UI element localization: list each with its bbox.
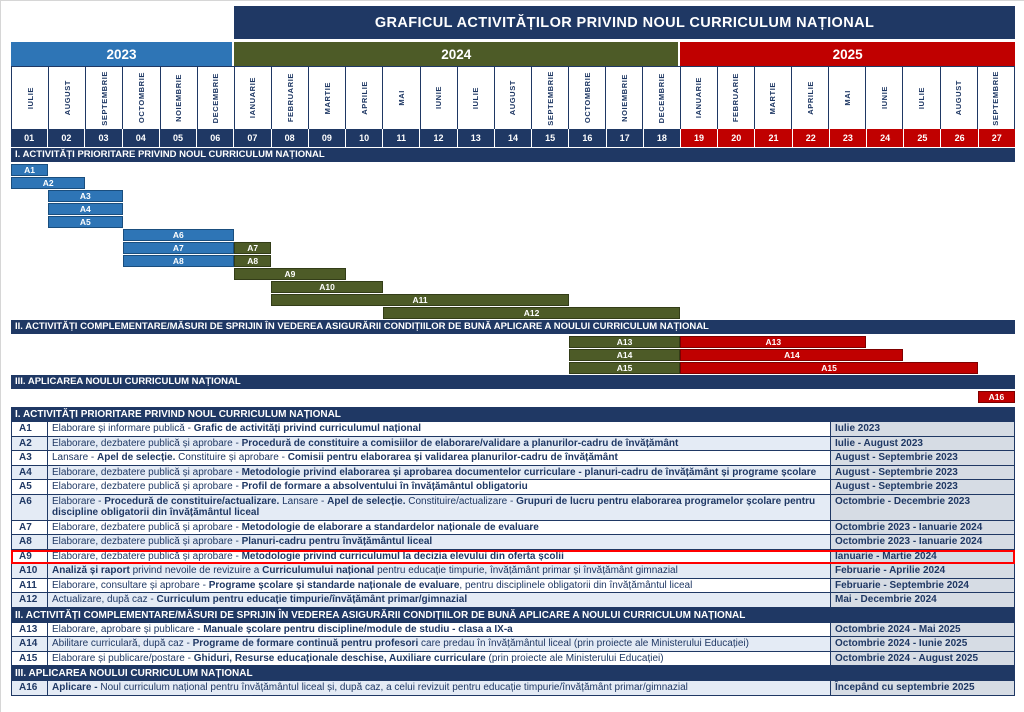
table-row-a1 [11, 422, 1015, 437]
month-cell-mai-2024 [383, 67, 420, 129]
gantt-bar-a16: A16 [978, 391, 1015, 403]
gantt-row-a14 [11, 349, 1015, 361]
month-cell-ianuarie-2024 [235, 67, 272, 129]
gantt-bar-a15: A15 [569, 362, 681, 374]
column-number-cell: 09 [309, 129, 346, 147]
month-label: SEPTEMBRIE [99, 70, 109, 126]
description-bold-segment: Programe de formare continuă pentru profesori [192, 638, 419, 649]
description-bold-segment: Manuale școlare pentru discipline/module de studiu - clasa a IX-a [203, 623, 513, 635]
month-label: AUGUST [62, 80, 72, 116]
table-row-a9 [11, 550, 1015, 565]
activity-id: A1 [12, 422, 48, 437]
activity-period: Începând cu septembrie 2025 [831, 681, 1015, 696]
gantt-bar-a14: A14 [569, 349, 681, 361]
activity-description [48, 623, 831, 638]
activity-period: Octombrie - Decembrie 2023 [831, 495, 1015, 521]
month-label: FEBRUARIE [731, 73, 741, 123]
months-row [11, 66, 1015, 129]
gantt-row-a11 [11, 294, 1015, 306]
column-number-cell: 16 [569, 129, 606, 147]
gantt-bar-a6: A6 [123, 229, 235, 241]
month-label: AUGUST [508, 80, 518, 116]
month-label: APRILIE [359, 81, 369, 115]
month-cell-august-2024 [495, 67, 532, 129]
activity-description [48, 550, 831, 565]
activity-description [48, 451, 831, 466]
month-cell-august-2023 [49, 67, 86, 129]
table-row-a7 [11, 521, 1015, 536]
description-bold-segment: Procedură de constituire/actualizare. [104, 495, 280, 507]
gantt-bar-a8: A8 [234, 255, 271, 267]
month-label: AUGUST [954, 80, 964, 116]
activities-table [11, 407, 1015, 696]
activity-id: A5 [12, 480, 48, 495]
description-bold-segment: Metodologie privind elaborarea și aprobarea documentelor curriculare - planuri-cadru de învățământ și programe școlare [241, 466, 817, 478]
month-cell-iulie-2025 [903, 67, 940, 129]
activity-id: A16 [12, 681, 48, 696]
gantt-bar-a11: A11 [271, 294, 568, 306]
activity-period: Octombrie 2024 - Mai 2025 [831, 623, 1015, 638]
activity-period: Iulie 2023 [831, 422, 1015, 437]
activity-id: A8 [12, 535, 48, 550]
activity-description [48, 480, 831, 495]
month-label: IANUARIE [248, 77, 258, 119]
activity-id: A2 [12, 437, 48, 452]
column-number-cell: 12 [420, 129, 457, 147]
gantt-section-header-3: III. APLICAREA NOULUI CURRICULUM NAȚIONAL [11, 375, 1015, 389]
month-cell-noiembrie-2023 [161, 67, 198, 129]
gantt-bar-a7: A7 [234, 242, 271, 254]
month-cell-martie-2025 [755, 67, 792, 129]
column-number-cell: 01 [11, 129, 48, 147]
month-label: IULIE [25, 86, 35, 110]
column-number-cell: 14 [495, 129, 532, 147]
activity-period: August - Septembrie 2023 [831, 466, 1015, 481]
table-row-a14 [11, 637, 1015, 652]
activity-period: August - Septembrie 2023 [831, 451, 1015, 466]
month-cell-iulie-2023 [12, 67, 49, 129]
description-bold-segment: Metodologie de elaborare a standardelor naționale de evaluare [241, 521, 539, 533]
activity-id: A12 [12, 593, 48, 608]
month-cell-septembrie-2023 [86, 67, 123, 129]
description-bold-segment: Grafic de activități privind curriculumul național [193, 423, 422, 434]
description-segment: Elaborare, dezbatere publică și aprobare - [52, 536, 242, 547]
month-label: MAI [396, 90, 406, 106]
gantt-row-a3 [11, 190, 1015, 202]
gantt-row-a8 [11, 255, 1015, 267]
month-cell-martie-2024 [309, 67, 346, 129]
activity-description [48, 652, 831, 667]
description-segment: Constituire și aprobare - [175, 452, 288, 463]
activity-period: Mai - Decembrie 2024 [831, 593, 1015, 608]
column-number-cell: 02 [48, 129, 85, 147]
table-row-a10 [11, 564, 1015, 579]
gantt-bar-a1: A1 [11, 164, 48, 176]
activity-period: Octombrie 2024 - Iunie 2025 [831, 637, 1015, 652]
year-header-2023: 2023 [11, 42, 234, 66]
activity-description [48, 422, 831, 437]
activity-period: Octombrie 2023 - Ianuarie 2024 [831, 521, 1015, 536]
month-cell-aprilie-2024 [346, 67, 383, 129]
column-number-cell: 25 [904, 129, 941, 147]
month-cell-iunie-2024 [421, 67, 458, 129]
table-row-a4 [11, 466, 1015, 481]
activity-id: A14 [12, 637, 48, 652]
gantt-bar-a7: A7 [123, 242, 235, 254]
month-cell-mai-2025 [829, 67, 866, 129]
activity-id: A7 [12, 521, 48, 536]
month-cell-aprilie-2025 [792, 67, 829, 129]
month-cell-februarie-2025 [718, 67, 755, 129]
month-label: SEPTEMBRIE [545, 70, 555, 126]
activity-id: A15 [12, 652, 48, 667]
column-number-cell: 05 [160, 129, 197, 147]
column-number-cell: 23 [830, 129, 867, 147]
activity-period: Iulie - August 2023 [831, 437, 1015, 452]
gantt-bar-a8: A8 [123, 255, 235, 267]
gantt-section-header-1: I. ACTIVITĂȚI PRIORITARE PRIVIND NOUL CURRICULUM NAȚIONAL [11, 148, 1015, 162]
column-numbers-row [11, 129, 1015, 147]
description-bold-segment: Grupuri de lucru pentru elaborarea programelor școlare pentru discipline obligatorii din învățământul liceal [52, 495, 816, 518]
gantt-bar-a4: A4 [48, 203, 122, 215]
table-section-header-2: II. ACTIVITĂȚI COMPLEMENTARE/MĂSURI DE SPRIJIN ÎN VEDEREA ASIGURĂRII CONDIȚIILOR DE BUNĂ APLICARE A NOULUI CURRICULUM NAȚIONAL [11, 608, 1015, 623]
description-bold-segment: Metodologie privind curriculumul la decizia elevului din oferta școlii [241, 550, 564, 562]
description-bold-segment: Comisii pentru elaborarea și validarea planurilor-cadru de învățământ [287, 452, 618, 463]
description-segment: Lansare - [52, 452, 98, 463]
month-label: NOIEMBRIE [619, 74, 629, 122]
column-number-cell: 24 [867, 129, 904, 147]
column-number-cell: 21 [755, 129, 792, 147]
description-segment: Lansare - [279, 495, 328, 507]
year-header-2024: 2024 [234, 42, 680, 66]
month-label: MARTIE [322, 81, 332, 115]
column-number-cell: 03 [85, 129, 122, 147]
curriculum-schedule-page [11, 1, 1015, 712]
month-cell-octombrie-2023 [123, 67, 160, 129]
month-cell-decembrie-2024 [643, 67, 680, 129]
table-row-a13 [11, 623, 1015, 638]
activity-description [48, 579, 831, 594]
month-label: APRILIE [805, 81, 815, 115]
month-cell-septembrie-2024 [532, 67, 569, 129]
activity-description [48, 637, 831, 652]
column-number-cell: 08 [272, 129, 309, 147]
description-segment: pentru educație timpurie, învățământ primar și învățământ gimnazial [374, 565, 678, 576]
month-label: FEBRUARIE [285, 73, 295, 123]
activity-period: Octombrie 2024 - August 2025 [831, 652, 1015, 667]
column-number-cell: 19 [681, 129, 718, 147]
gantt-row-a12 [11, 307, 1015, 319]
gantt-row-a5 [11, 216, 1015, 228]
gantt-bar-a2: A2 [11, 177, 85, 189]
description-segment: Elaborare, aprobare și publicare - [52, 623, 204, 635]
gantt-bar-a13: A13 [569, 336, 681, 348]
description-segment: care predau în învățământul liceal (prin proiecte ale Ministerului Educației) [418, 638, 749, 649]
activity-id: A9 [12, 550, 48, 565]
description-bold-segment: Apel de selecție. [327, 495, 406, 507]
activity-id: A11 [12, 579, 48, 594]
description-segment: Abilitare curriculară, după caz - [52, 638, 193, 649]
month-label: SEPTEMBRIE [991, 70, 1001, 126]
description-segment: Elaborare, dezbatere publică și aprobare - [52, 550, 242, 562]
month-cell-august-2025 [941, 67, 978, 129]
month-label: OCTOMBRIE [582, 72, 592, 124]
gantt-row-a16 [11, 391, 1015, 403]
description-bold-segment: Procedură de constituire a comisiilor de elaborare/validare a planurilor-cadru de învățământ [241, 437, 679, 449]
gantt-bar-a15: A15 [680, 362, 977, 374]
activity-period: Februarie - Septembrie 2024 [831, 579, 1015, 594]
month-label: MARTIE [768, 81, 778, 115]
table-row-a2 [11, 437, 1015, 452]
description-bold-segment: Profil de formare a absolventului în învățământul obligatoriu [241, 481, 528, 492]
activity-id: A3 [12, 451, 48, 466]
column-number-cell: 15 [532, 129, 569, 147]
table-section-header-1: I. ACTIVITĂȚI PRIORITARE PRIVIND NOUL CURRICULUM NAȚIONAL [11, 407, 1015, 422]
column-number-cell: 27 [979, 129, 1015, 147]
column-number-cell: 20 [718, 129, 755, 147]
month-label: IANUARIE [694, 77, 704, 119]
page-title: GRAFICUL ACTIVITĂȚILOR PRIVIND NOUL CURRICULUM NAȚIONAL [234, 6, 1015, 39]
month-label: IULIE [916, 86, 926, 110]
column-number-cell: 17 [607, 129, 644, 147]
description-segment: Elaborare - [52, 495, 105, 507]
gantt-row-a1 [11, 164, 1015, 176]
gantt-row-a2 [11, 177, 1015, 189]
month-cell-noiembrie-2024 [606, 67, 643, 129]
description-segment: privind nevoile de revizuire a [129, 565, 263, 576]
column-number-cell: 18 [644, 129, 681, 147]
table-row-a6 [11, 495, 1015, 521]
year-header-2025: 2025 [680, 42, 1015, 66]
column-number-cell: 06 [197, 129, 234, 147]
column-number-cell: 07 [234, 129, 271, 147]
description-segment: Constituire/actualizare - [405, 495, 517, 507]
activity-id: A6 [12, 495, 48, 521]
gantt-row-a10 [11, 281, 1015, 293]
activity-description [48, 681, 831, 696]
description-bold-segment: Programe școlare și standarde naționale de evaluare [208, 579, 460, 591]
activity-description [48, 535, 831, 550]
gantt-bar-a3: A3 [48, 190, 122, 202]
month-cell-februarie-2024 [272, 67, 309, 129]
table-row-a11 [11, 579, 1015, 594]
activity-id: A13 [12, 623, 48, 638]
month-cell-octombrie-2024 [569, 67, 606, 129]
activity-period: Ianuarie - Martie 2024 [831, 550, 1015, 565]
month-cell-ianuarie-2025 [681, 67, 718, 129]
gantt-chart [11, 148, 1015, 404]
column-number-cell: 22 [793, 129, 830, 147]
activity-period: Februarie - Aprilie 2024 [831, 564, 1015, 579]
month-cell-iulie-2024 [458, 67, 495, 129]
column-number-cell: 26 [941, 129, 978, 147]
gantt-row-a7 [11, 242, 1015, 254]
column-number-cell: 10 [346, 129, 383, 147]
description-bold-segment: Curriculum pentru educație timpurie/învățământ primar/gimnazial [156, 594, 468, 605]
description-segment: Noul curriculum național pentru învățământul liceal și, după caz, a celui revizuit pentru educație timpurie/învățământ primar/gimnazial [100, 682, 688, 693]
table-row-a15 [11, 652, 1015, 667]
description-segment: Elaborare și publicare/postare - [52, 652, 194, 664]
gantt-row-a9 [11, 268, 1015, 280]
activity-description [48, 521, 831, 536]
years-row [11, 42, 1015, 66]
month-cell-septembrie-2025 [978, 67, 1014, 129]
column-number-cell: 11 [383, 129, 420, 147]
description-bold-segment: Apel de selecție. [97, 452, 176, 463]
column-number-cell: 04 [123, 129, 160, 147]
description-bold-segment: Planuri-cadru pentru învățământul liceal [241, 536, 433, 547]
description-segment: , pentru disciplinele obligatorii din învățământul liceal [459, 579, 693, 591]
description-bold-segment: Analiză și raport [52, 565, 130, 576]
table-row-a3 [11, 451, 1015, 466]
gantt-bar-a10: A10 [271, 281, 383, 293]
activity-description [48, 495, 831, 521]
gantt-bar-a9: A9 [234, 268, 346, 280]
gantt-bar-a12: A12 [383, 307, 680, 319]
description-segment: Actualizare, după caz - [52, 594, 157, 605]
activity-id: A4 [12, 466, 48, 481]
description-bold-segment: Ghiduri, Resurse educaționale deschise, Auxiliare curriculare [193, 652, 486, 664]
month-label: NOIEMBRIE [174, 74, 184, 122]
month-label: MAI [842, 90, 852, 106]
gantt-row-a15 [11, 362, 1015, 374]
month-label: DECEMBRIE [656, 72, 666, 124]
month-label: IUNIE [434, 86, 444, 110]
month-label: IULIE [471, 86, 481, 110]
description-segment: Elaborare și informare publică - [52, 423, 194, 434]
activity-description [48, 466, 831, 481]
description-bold-segment: Curriculumului național [262, 565, 375, 576]
description-segment: Elaborare, dezbatere publică și aprobare - [52, 466, 242, 478]
month-cell-decembrie-2023 [198, 67, 235, 129]
gantt-row-a4 [11, 203, 1015, 215]
activity-description [48, 593, 831, 608]
month-label: DECEMBRIE [211, 72, 221, 124]
activity-period: August - Septembrie 2023 [831, 480, 1015, 495]
table-row-a5 [11, 480, 1015, 495]
description-segment: Elaborare, dezbatere publică și aprobare - [52, 481, 242, 492]
table-row-a8 [11, 535, 1015, 550]
gantt-section-header-2: II. ACTIVITĂȚI COMPLEMENTARE/MĂSURI DE SPRIJIN ÎN VEDEREA ASIGURĂRII CONDIȚIILOR DE BUNĂ APLICARE A NOULUI CURRICULUM NAȚIONAL [11, 320, 1015, 334]
gantt-bar-a14: A14 [680, 349, 903, 361]
activity-description [48, 437, 831, 452]
table-row-a12 [11, 593, 1015, 608]
month-label: OCTOMBRIE [136, 72, 146, 124]
description-segment: Elaborare, dezbatere publică și aprobare - [52, 437, 242, 449]
description-segment: Elaborare, consultare și aprobare - [52, 579, 209, 591]
table-section-header-3: III. APLICAREA NOULUI CURRICULUM NAȚIONAL [11, 666, 1015, 681]
month-label: IUNIE [879, 86, 889, 110]
column-number-cell: 13 [458, 129, 495, 147]
description-segment: Elaborare, dezbatere publică și aprobare - [52, 521, 242, 533]
description-bold-segment: Aplicare - [52, 682, 101, 693]
month-cell-iunie-2025 [866, 67, 903, 129]
description-segment: (prin proiecte ale Ministerului Educației) [485, 652, 664, 664]
table-row-a16 [11, 681, 1015, 696]
activity-id: A10 [12, 564, 48, 579]
gantt-bar-a5: A5 [48, 216, 122, 228]
gantt-bar-a13: A13 [680, 336, 866, 348]
gantt-row-a13 [11, 336, 1015, 348]
activity-description [48, 564, 831, 579]
gantt-row-a6 [11, 229, 1015, 241]
activity-period: Octombrie 2023 - Ianuarie 2024 [831, 535, 1015, 550]
